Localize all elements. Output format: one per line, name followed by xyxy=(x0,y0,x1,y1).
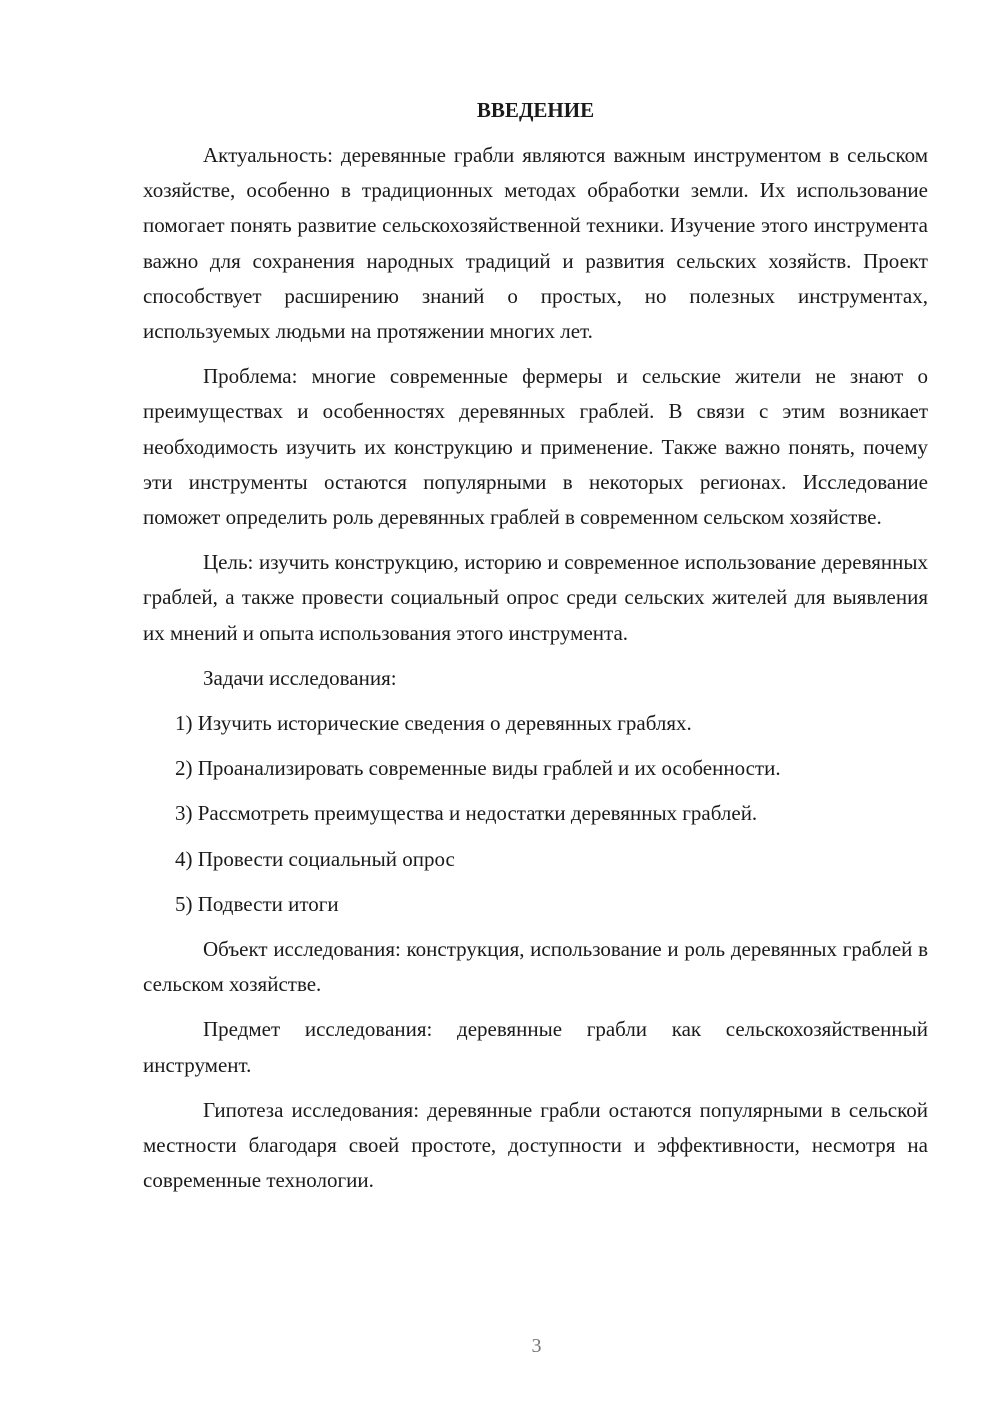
page-title: ВВЕДЕНИЕ xyxy=(476,98,595,122)
goal-paragraph: Цель: изучить конструкцию, историю и современное использование деревянных граблей, а также провести социальный опрос среди сельских жителей для выявления их мнений и опыта использования этого инструмента. xyxy=(143,550,928,645)
task-item-3: 3) Рассмотреть преимущества и недостатки деревянных граблей. xyxy=(175,801,758,826)
relevance-paragraph: Актуальность: деревянные грабли являются важным инструментом в сельском хозяйстве, особенно в традиционных методах обработки земли. Их использование помогает понять развитие сельскохозяйственной техники. Изучение этого инструмента важно для сохранения народных традиций и развития сельских хозяйств. Проект способствует расширению знаний о простых, но полезных инструментах, используемых людьми на протяжении многих лет. xyxy=(143,143,928,344)
problem-paragraph: Проблема: многие современные фермеры и сельские жители не знают о преимуществах и особенностях деревянных граблей. В связи с этим возникает необходимость изучить их конструкцию и применение. Также важно понять, почему эти инструменты остаются популярными в некоторых регионах. Исследование поможет определить роль деревянных граблей в современном сельском хозяйстве. xyxy=(143,364,928,530)
object-paragraph: Объект исследования: конструкция, использование и роль деревянных граблей в сельском хозяйстве. xyxy=(143,937,928,997)
task-item-5: 5) Подвести итоги xyxy=(175,891,339,916)
tasks-heading: Задачи исследования: xyxy=(203,665,397,690)
page-content xyxy=(143,93,928,1208)
hypothesis-paragraph: Гипотеза исследования: деревянные грабли остаются популярными в сельской местности благодаря своей простоте, доступности и эффективности, несмотря на современные технологии. xyxy=(143,1097,928,1193)
page-number: 3 xyxy=(531,1335,542,1357)
task-item-4: 4) Провести социальный опрос xyxy=(175,846,455,871)
task-item-2: 2) Проанализировать современные виды граблей и их особенности. xyxy=(175,756,781,781)
subject-paragraph: Предмет исследования: деревянные грабли как сельскохозяйственный инструмент. xyxy=(143,1017,928,1077)
task-item-1: 1) Изучить исторические сведения о деревянных граблях. xyxy=(175,711,692,736)
